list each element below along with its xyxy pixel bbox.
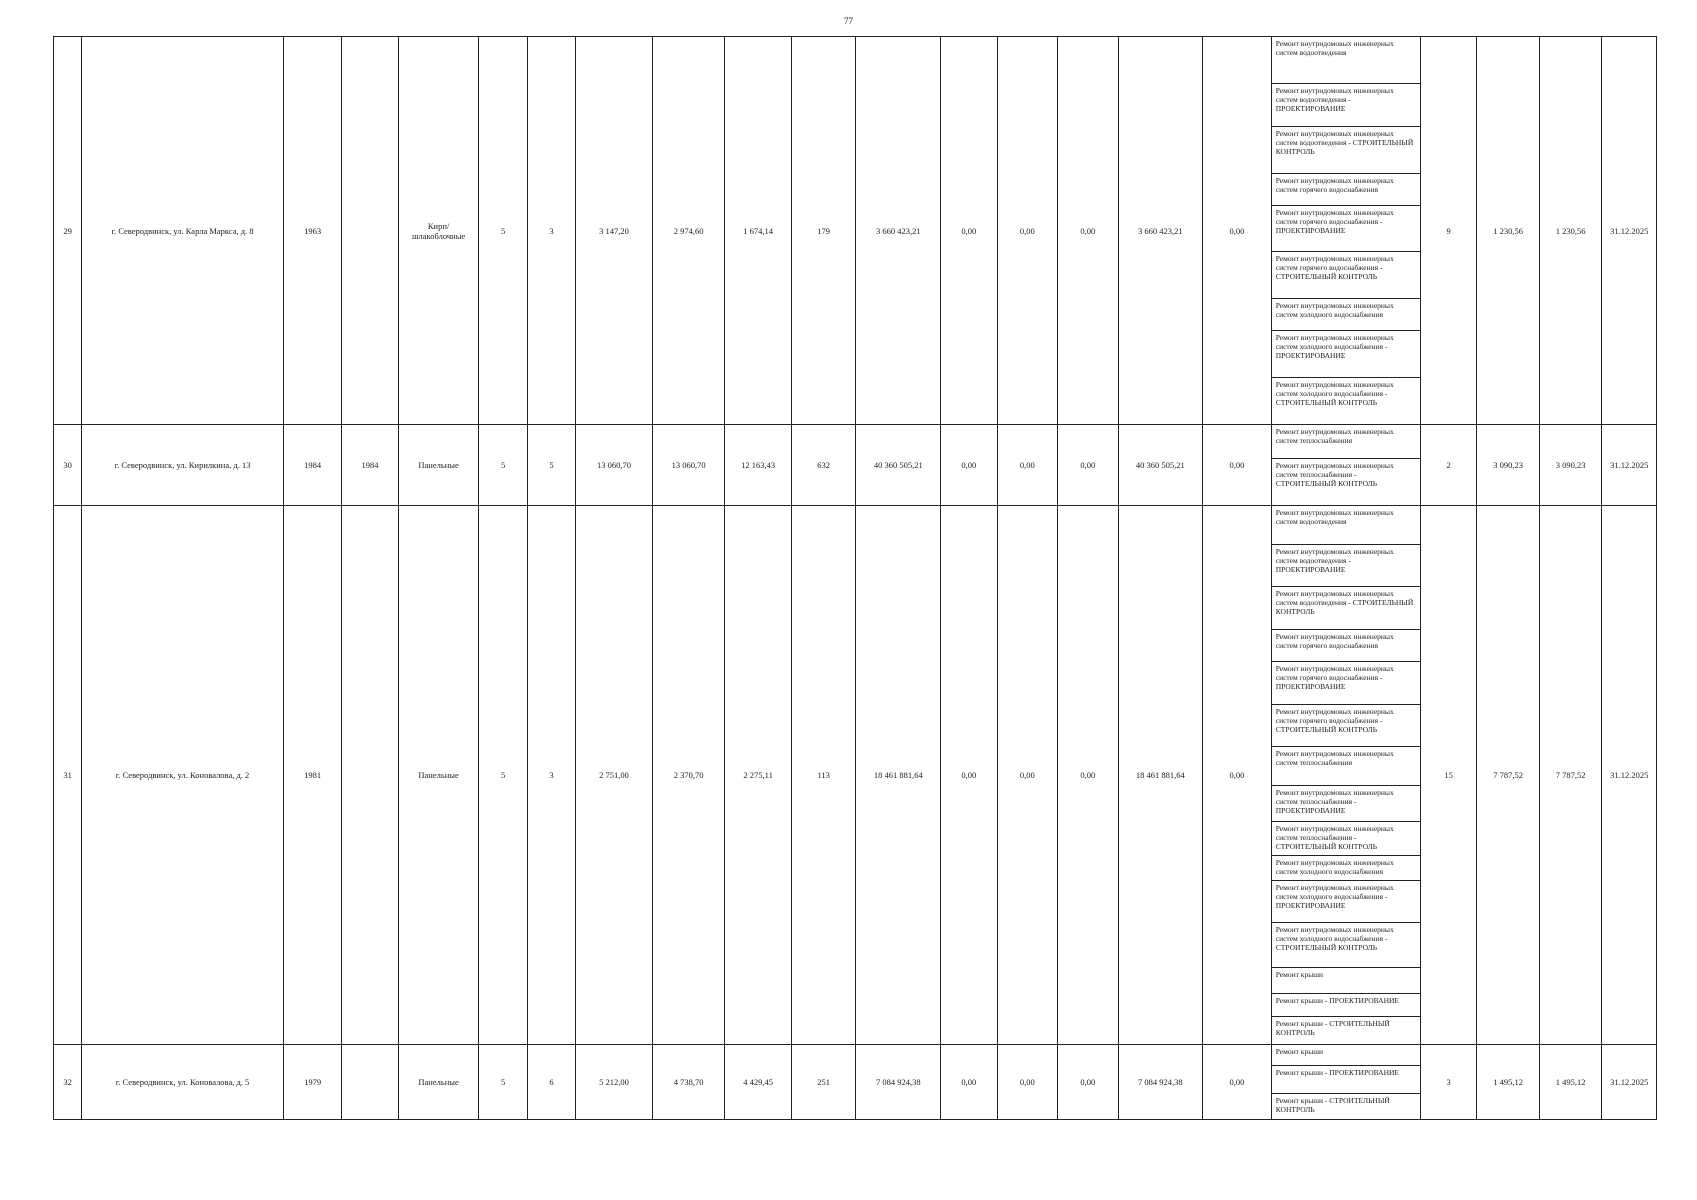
work-item: Ремонт внутридомовых инженерных систем водоотведения - ПРОЕКТИРОВАНИЕ	[1271, 544, 1420, 587]
unit-cost: 3 090,23	[1477, 425, 1540, 506]
unit-cost: 7 787,52	[1477, 506, 1540, 1045]
year-built: 1984	[283, 425, 341, 506]
work-item: Ремонт внутридомовых инженерных систем горячего водоснабжения	[1271, 173, 1420, 205]
cost-owners: 7 084 924,38	[1118, 1045, 1203, 1120]
cost-owners: 40 360 505,21	[1118, 425, 1203, 506]
entrances-count: 6	[527, 1045, 575, 1120]
row-number: 32	[54, 1045, 82, 1120]
cost-local-budget: 0,00	[1058, 506, 1118, 1045]
work-item: Ремонт внутридомовых инженерных систем холодного водоснабжения - СТРОИТЕЛЬНЫЙ КОНТРОЛЬ	[1271, 923, 1420, 968]
floors-count: 5	[479, 425, 527, 506]
works-count: 2	[1420, 425, 1476, 506]
year-built: 1981	[283, 506, 341, 1045]
cost-local-budget: 0,00	[1058, 37, 1118, 425]
work-item: Ремонт внутридомовых инженерных систем холодного водоснабжения - ПРОЕКТИРОВАНИЕ	[1271, 880, 1420, 923]
total-area: 5 212,00	[576, 1045, 653, 1120]
cost-total: 18 461 881,64	[856, 506, 941, 1045]
cost-owners: 3 660 423,21	[1118, 37, 1203, 425]
cost-fund: 0,00	[941, 425, 997, 506]
work-item: Ремонт внутридомовых инженерных систем теплоснабжения	[1271, 425, 1420, 459]
year-built: 1979	[283, 1045, 341, 1120]
deadline: 31.12.2025	[1602, 506, 1657, 1045]
row-number: 29	[54, 37, 82, 425]
work-item: Ремонт внутридомовых инженерных систем холодного водоснабжения	[1271, 299, 1420, 331]
cost-other: 0,00	[1203, 1045, 1272, 1120]
premises-area: 13 060,70	[652, 425, 725, 506]
deadline: 31.12.2025	[1602, 425, 1657, 506]
cost-other: 0,00	[1203, 506, 1272, 1045]
works-count: 15	[1420, 506, 1476, 1045]
unit-cost-max: 3 090,23	[1539, 425, 1602, 506]
work-item: Ремонт внутридомовых инженерных систем теплоснабжения	[1271, 747, 1420, 785]
residential-area: 2 275,11	[725, 506, 792, 1045]
premises-area: 2 974,60	[652, 37, 725, 425]
cost-total: 7 084 924,38	[856, 1045, 941, 1120]
residents-count: 632	[791, 425, 856, 506]
work-item: Ремонт крыши - СТРОИТЕЛЬНЫЙ КОНТРОЛЬ	[1271, 1094, 1420, 1120]
work-item: Ремонт крыши - СТРОИТЕЛЬНЫЙ КОНТРОЛЬ	[1271, 1017, 1420, 1045]
cost-regional-budget: 0,00	[997, 425, 1057, 506]
entrances-count: 5	[527, 425, 575, 506]
year-built: 1963	[283, 37, 341, 425]
unit-cost: 1 230,56	[1477, 37, 1540, 425]
cost-regional-budget: 0,00	[997, 506, 1057, 1045]
work-item: Ремонт внутридомовых инженерных систем водоотведения	[1271, 37, 1420, 84]
year-reconstruction: 1984	[342, 425, 398, 506]
row-number: 30	[54, 425, 82, 506]
work-item: Ремонт крыши - ПРОЕКТИРОВАНИЕ	[1271, 993, 1420, 1016]
work-item: Ремонт крыши - ПРОЕКТИРОВАНИЕ	[1271, 1066, 1420, 1094]
work-item: Ремонт внутридомовых инженерных систем холодного водоснабжения	[1271, 856, 1420, 881]
cost-fund: 0,00	[941, 37, 997, 425]
deadline: 31.12.2025	[1602, 37, 1657, 425]
residents-count: 251	[791, 1045, 856, 1120]
total-area: 3 147,20	[576, 37, 653, 425]
work-item: Ремонт крыши	[1271, 1045, 1420, 1066]
floors-count: 5	[479, 1045, 527, 1120]
work-item: Ремонт внутридомовых инженерных систем холодного водоснабжения - СТРОИТЕЛЬНЫЙ КОНТРОЛЬ	[1271, 378, 1420, 425]
year-reconstruction	[342, 1045, 398, 1120]
residents-count: 179	[791, 37, 856, 425]
residential-area: 1 674,14	[725, 37, 792, 425]
work-item: Ремонт внутридомовых инженерных систем теплоснабжения - ПРОЕКТИРОВАНИЕ	[1271, 785, 1420, 821]
work-item: Ремонт внутридомовых инженерных систем теплоснабжения - СТРОИТЕЛЬНЫЙ КОНТРОЛЬ	[1271, 459, 1420, 506]
work-item: Ремонт внутридомовых инженерных систем горячего водоснабжения - СТРОИТЕЛЬНЫЙ КОНТРОЛЬ	[1271, 704, 1420, 747]
row-number: 31	[54, 506, 82, 1045]
cost-local-budget: 0,00	[1058, 1045, 1118, 1120]
unit-cost: 1 495,12	[1477, 1045, 1540, 1120]
premises-area: 2 370,70	[652, 506, 725, 1045]
table-row	[54, 425, 1657, 459]
cost-fund: 0,00	[941, 506, 997, 1045]
floors-count: 5	[479, 506, 527, 1045]
unit-cost-max: 1 230,56	[1539, 37, 1602, 425]
work-item: Ремонт внутридомовых инженерных систем горячего водоснабжения - СТРОИТЕЛЬНЫЙ КОНТРОЛЬ	[1271, 252, 1420, 299]
works-count: 9	[1420, 37, 1476, 425]
work-item: Ремонт внутридомовых инженерных систем горячего водоснабжения - ПРОЕКТИРОВАНИЕ	[1271, 662, 1420, 705]
cost-other: 0,00	[1203, 425, 1272, 506]
cost-fund: 0,00	[941, 1045, 997, 1120]
cost-regional-budget: 0,00	[997, 37, 1057, 425]
capital-repair-register-table	[53, 36, 1657, 1120]
work-item: Ремонт внутридомовых инженерных систем теплоснабжения - СТРОИТЕЛЬНЫЙ КОНТРОЛЬ	[1271, 822, 1420, 856]
residents-count: 113	[791, 506, 856, 1045]
entrances-count: 3	[527, 37, 575, 425]
table-row	[54, 506, 1657, 544]
cost-owners: 18 461 881,64	[1118, 506, 1203, 1045]
work-item: Ремонт крыши	[1271, 968, 1420, 994]
premises-area: 4 738,70	[652, 1045, 725, 1120]
total-area: 2 751,00	[576, 506, 653, 1045]
unit-cost-max: 1 495,12	[1539, 1045, 1602, 1120]
wall-material: Кирп/ шлакоблочные	[398, 37, 479, 425]
cost-local-budget: 0,00	[1058, 425, 1118, 506]
work-item: Ремонт внутридомовых инженерных систем водоотведения - СТРОИТЕЛЬНЫЙ КОНТРОЛЬ	[1271, 126, 1420, 173]
address: г. Северодвинск, ул. Кирилкина, д. 13	[82, 425, 284, 506]
wall-material: Панельные	[398, 506, 479, 1045]
residential-area: 4 429,45	[725, 1045, 792, 1120]
total-area: 13 060,70	[576, 425, 653, 506]
entrances-count: 3	[527, 506, 575, 1045]
page-number: 77	[844, 16, 853, 26]
residential-area: 12 163,43	[725, 425, 792, 506]
table-row	[54, 1045, 1657, 1066]
work-item: Ремонт внутридомовых инженерных систем холодного водоснабжения - ПРОЕКТИРОВАНИЕ	[1271, 331, 1420, 378]
work-item: Ремонт внутридомовых инженерных систем водоотведения - СТРОИТЕЛЬНЫЙ КОНТРОЛЬ	[1271, 587, 1420, 630]
work-item: Ремонт внутридомовых инженерных систем водоотведения - ПРОЕКТИРОВАНИЕ	[1271, 83, 1420, 126]
address: г. Северодвинск, ул. Коновалова, д. 5	[82, 1045, 284, 1120]
work-item: Ремонт внутридомовых инженерных систем горячего водоснабжения	[1271, 630, 1420, 662]
cost-total: 40 360 505,21	[856, 425, 941, 506]
address: г. Северодвинск, ул. Коновалова, д. 2	[82, 506, 284, 1045]
floors-count: 5	[479, 37, 527, 425]
work-item: Ремонт внутридомовых инженерных систем горячего водоснабжения - ПРОЕКТИРОВАНИЕ	[1271, 205, 1420, 252]
year-reconstruction	[342, 37, 398, 425]
address: г. Северодвинск, ул. Карла Маркса, д. 8	[82, 37, 284, 425]
wall-material: Панельные	[398, 425, 479, 506]
cost-regional-budget: 0,00	[997, 1045, 1057, 1120]
unit-cost-max: 7 787,52	[1539, 506, 1602, 1045]
works-count: 3	[1420, 1045, 1476, 1120]
register-body	[54, 37, 1657, 1120]
year-reconstruction	[342, 506, 398, 1045]
table-row	[54, 37, 1657, 84]
wall-material: Панельные	[398, 1045, 479, 1120]
work-item: Ремонт внутридомовых инженерных систем водоотведения	[1271, 506, 1420, 544]
cost-total: 3 660 423,21	[856, 37, 941, 425]
deadline: 31.12.2025	[1602, 1045, 1657, 1120]
cost-other: 0,00	[1203, 37, 1272, 425]
